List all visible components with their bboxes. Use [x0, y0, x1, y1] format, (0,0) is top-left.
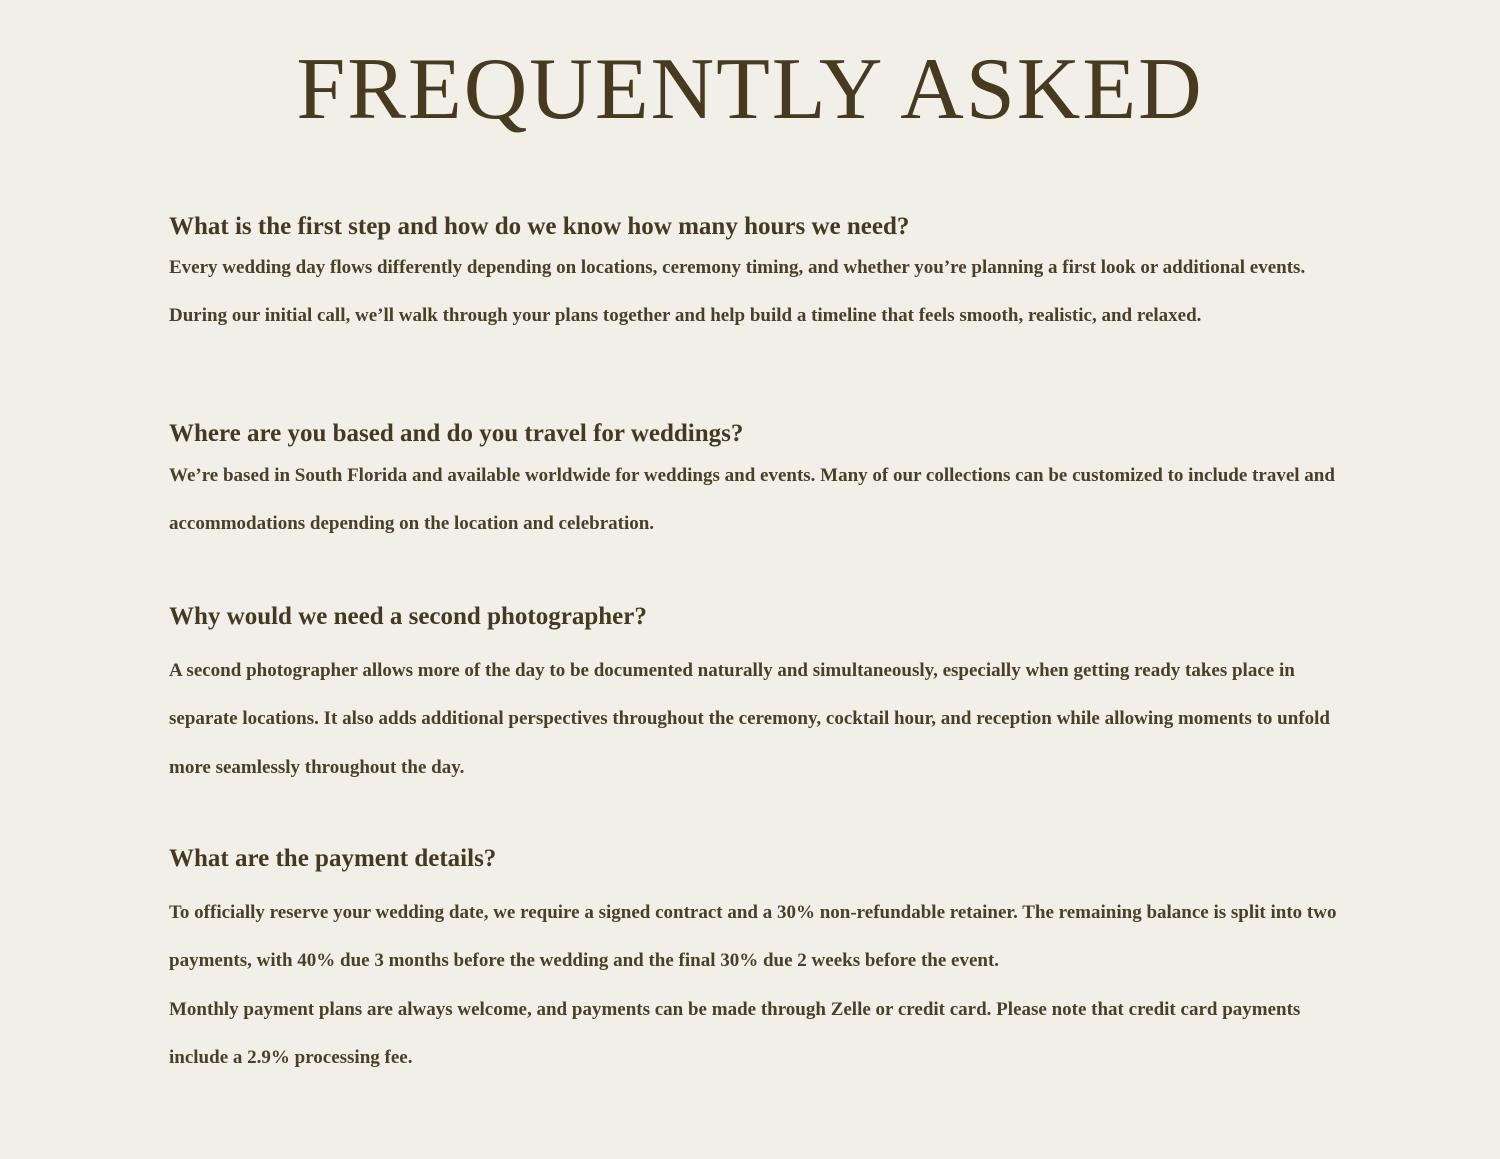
faq-item-first-step — [169, 209, 1349, 341]
faq-question: Why would we need a second photographer? — [169, 603, 647, 630]
faq-answer: Monthly payment plans are always welcome, and payments can be made through Zelle or credit card. Please note that credit card payments include a 2.9% processing fee. — [169, 998, 1301, 1069]
page-title: FREQUENTLY ASKED — [296, 41, 1204, 138]
faq-item-payment-details — [169, 841, 1349, 1083]
faq-question: What are the payment details? — [169, 845, 497, 872]
faq-item-second-photographer — [169, 599, 1349, 792]
faq-answer: We’re based in South Florida and available worldwide for weddings and events. Many of our collections can be customized to include travel and accommodations depending on the location and celebration. — [169, 465, 1335, 535]
faq-question: Where are you based and do you travel for weddings? — [169, 420, 744, 447]
faq-answer: A second photographer allows more of the day to be documented naturally and simultaneously, especially when getting ready takes place in separate locations. It also adds additional perspectives throughout the ceremony, cocktail hour, and reception while allowing moments to unfold more seamlessly throughout the day. — [169, 660, 1330, 778]
faq-answer: To officially reserve your wedding date, we require a signed contract and a 30% non-refundable retainer. The remaining balance is split into two payments, with 40% due 3 months before the wedding and the final 30% due 2 weeks before the event. — [169, 902, 1337, 972]
faq-question: What is the first step and how do we know how many hours we need? — [169, 213, 910, 240]
faq-answer: Every wedding day flows differently depending on locations, ceremony timing, and whether you’re planning a first look or additional events. During our initial call, we’ll walk through your plans together and help build a timeline that feels smooth, realistic, and relaxed. — [169, 257, 1306, 327]
faq-item-location-travel — [169, 416, 1349, 549]
